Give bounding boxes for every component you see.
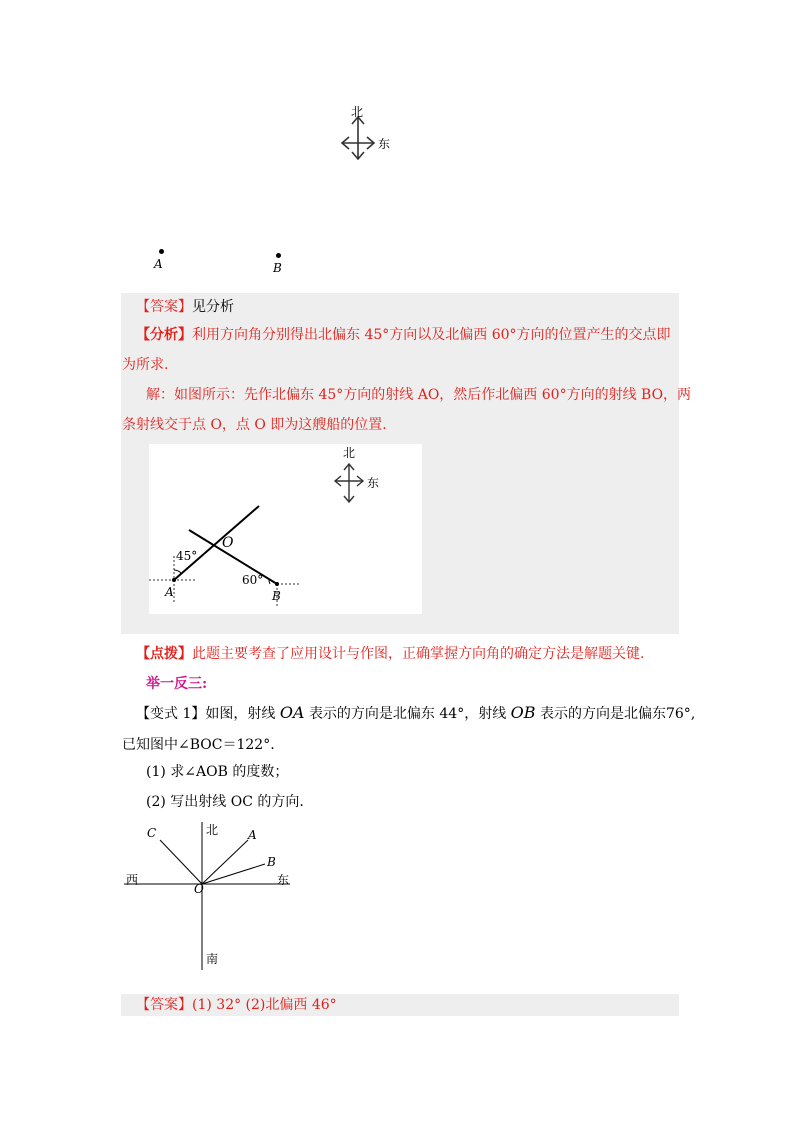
variant-figure-east: 东 bbox=[277, 873, 290, 887]
analysis-label: 【分析】 bbox=[136, 327, 192, 343]
analysis-line-1 bbox=[136, 325, 671, 345]
solution-angle-45: 45° bbox=[176, 549, 198, 563]
tip-label: 【点拨】 bbox=[136, 646, 192, 662]
solution-line-2: 条射线交于点 O，点 O 即为这艘船的位置. bbox=[122, 417, 387, 433]
top-compass-figure bbox=[330, 95, 410, 175]
top-compass-east-label: 东 bbox=[378, 137, 391, 151]
solution-point-o: O bbox=[222, 535, 234, 551]
variant-text-1c: 表示的方向是北偏东 bbox=[539, 706, 666, 722]
solution-figure bbox=[149, 444, 422, 614]
variant-label: 【变式 1】 bbox=[136, 706, 206, 722]
analysis-line-2: 为所求. bbox=[122, 357, 169, 373]
top-compass-north-label: 北 bbox=[351, 105, 364, 119]
variant-figure-label-a: A bbox=[248, 828, 257, 842]
answer-line bbox=[136, 297, 234, 317]
practice-heading: 举一反三: bbox=[146, 676, 208, 692]
variant-text-1d: , bbox=[690, 706, 696, 722]
point-b-dot bbox=[276, 253, 281, 258]
solution-point-b: B bbox=[272, 589, 281, 603]
variant-figure-south: 南 bbox=[206, 952, 219, 966]
variant-ray-ob: OB bbox=[510, 703, 536, 722]
variant-figure-label-b: B bbox=[267, 855, 276, 869]
final-answer-text: (1) 32° (2)北偏西 46° bbox=[192, 997, 337, 1013]
variant-ray-oa: OA bbox=[279, 703, 305, 722]
variant-question-1: (1) 求∠AOB 的度数； bbox=[146, 764, 289, 780]
variant-text-1b: 表示的方向是北偏东 44°，射线 bbox=[308, 706, 507, 722]
variant-question-2: (2) 写出射线 OC 的方向. bbox=[146, 794, 304, 810]
analysis-text-1: 利用方向角分别得出北偏东 45°方向以及北偏西 60°方向的位置产生的交点即 bbox=[192, 327, 671, 343]
point-a-dot bbox=[159, 249, 164, 254]
final-answer-line bbox=[136, 995, 337, 1015]
solution-compass-north: 北 bbox=[343, 446, 356, 460]
variant-line-2: 已知图中∠BOC＝122°. bbox=[122, 737, 275, 753]
point-b-label: B bbox=[273, 261, 282, 275]
solution-line-1: 解：如图所示：先作北偏东 45°方向的射线 AO，然后作北偏西 60°方向的射线 BO，两 bbox=[146, 387, 692, 403]
solution-compass-east: 东 bbox=[367, 476, 380, 490]
variant-figure-label-o: O bbox=[194, 882, 204, 896]
variant-figure-west: 西 bbox=[126, 873, 139, 887]
final-answer-label: 【答案】 bbox=[136, 997, 192, 1013]
solution-angle-60: 60° bbox=[242, 573, 264, 587]
answer-label: 【答案】 bbox=[136, 299, 192, 315]
variant-text-1a: 如图，射线 bbox=[205, 706, 276, 722]
variant-line-1 bbox=[136, 703, 695, 724]
tip-text: 此题主要考查了应用设计与作图，正确掌握方向角的确定方法是解题关键. bbox=[192, 646, 645, 662]
variant-angle-76: 76° bbox=[665, 706, 691, 722]
variant-figure-label-c: C bbox=[147, 826, 157, 840]
tip-line bbox=[136, 644, 644, 664]
variant-figure-north: 北 bbox=[206, 823, 219, 837]
solution-point-a: A bbox=[165, 585, 174, 599]
answer-text: 见分析 bbox=[192, 299, 234, 315]
point-a-label: A bbox=[154, 257, 163, 271]
